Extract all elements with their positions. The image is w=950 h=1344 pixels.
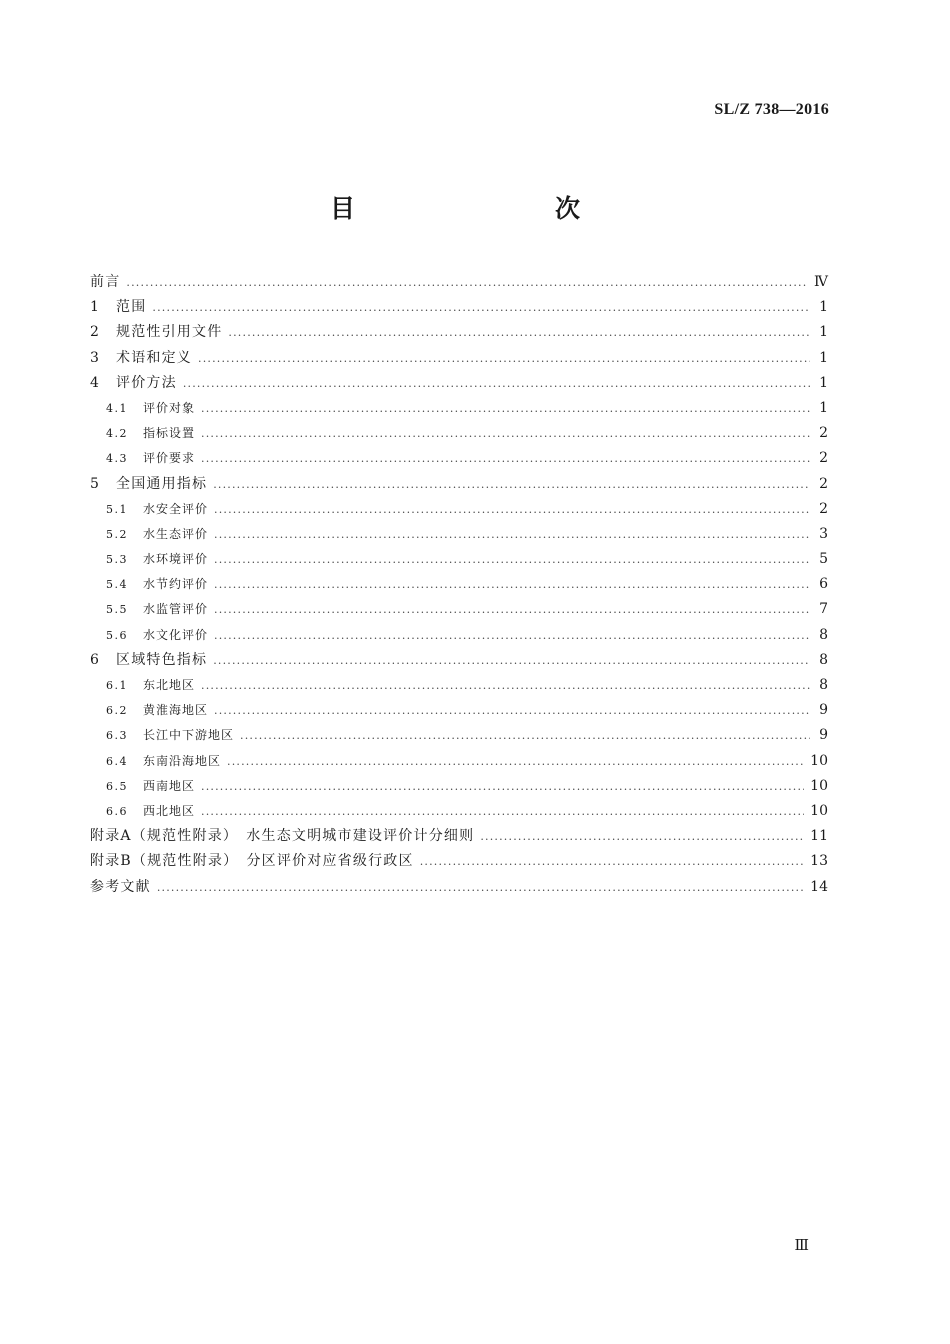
toc-entry-page: 9 [819,727,828,744]
toc-entry-title: 全国通用指标 [116,475,208,492]
toc-entry-page: 1 [819,324,828,341]
toc-entry-title: 指标设置 [143,426,196,441]
toc-entry-page: 3 [819,525,828,542]
toc-entry-number: 1 [90,299,101,316]
page-title: 目 次 [329,194,630,223]
dot-leader [126,270,808,295]
toc-entry-title: 长江中下游地区 [143,728,235,743]
toc-entry-number: 6.4 [106,754,128,768]
toc-entry-title: 附录A（规范性附录） 水生态文明城市建设评价计分细则 [90,828,475,845]
dot-leader [201,673,810,698]
toc-entry-page: 14 [810,878,828,895]
toc-entry-page: 11 [810,828,828,845]
toc-entry-number: 4.1 [106,401,128,415]
dot-leader [183,371,810,396]
toc-entry[interactable] [90,774,828,799]
toc-entry-number: 5.1 [106,502,128,516]
toc-entry[interactable] [90,572,828,597]
toc-entry-title: 西南地区 [143,778,196,793]
toc-entry-number: 2 [90,324,101,341]
toc-entry-page: 8 [819,626,828,643]
toc-entry[interactable] [90,749,828,774]
toc-entry-page: 2 [819,475,828,492]
toc-entry-title: 东北地区 [143,678,196,692]
toc-entry[interactable] [90,421,828,446]
toc-entry-title: 评价对象 [143,400,196,415]
toc-entry-number: 6.3 [106,729,128,743]
toc-entry-number: 6.1 [106,679,128,692]
toc-entry[interactable] [90,698,828,723]
toc-entry-page: 1 [819,349,828,366]
toc-entry-title: 术语和定义 [116,349,192,366]
toc-entry-page: 2 [819,425,828,442]
toc-entry-page: 13 [810,853,828,870]
toc-entry-title: 水环境评价 [143,552,209,567]
toc-entry-number: 5.4 [106,578,128,592]
dot-leader [201,446,810,471]
dot-leader [214,698,810,723]
toc-entry-title: 参考文献 [90,878,151,895]
toc-entry-number: 5.3 [106,553,128,567]
toc-entry[interactable] [90,723,828,748]
dot-leader [480,824,804,849]
dot-leader [213,472,810,497]
dot-leader [152,295,810,320]
toc-entry-page: 10 [810,752,828,769]
dot-leader [201,799,804,824]
toc-entry-number: 5.2 [106,527,128,541]
dot-leader [213,648,810,673]
toc-entry-page: 1 [819,374,828,391]
toc-entry[interactable] [90,597,828,622]
toc-entry[interactable] [90,472,828,497]
toc-entry-title: 水节约评价 [143,577,209,592]
toc-entry-title: 西北地区 [143,803,196,818]
dot-leader [240,723,810,748]
toc-entry-title: 规范性引用文件 [116,324,223,341]
dot-leader [157,875,804,900]
standard-code: SL/Z 738—2016 [714,101,829,118]
page-number: Ⅲ [794,1236,809,1254]
dot-leader [214,497,810,522]
toc-entry-page: 9 [819,702,828,719]
toc-entry[interactable] [90,673,828,698]
toc-entry-number: 6 [90,651,101,668]
toc-entry[interactable] [90,446,828,471]
toc-entry-number: 5 [90,475,101,492]
toc-entry-number: 6.2 [106,704,128,718]
toc-entry-number: 5.5 [106,603,128,617]
toc-entry-page: Ⅳ [814,274,828,290]
dot-leader [214,623,810,648]
dot-leader [227,749,804,774]
toc-entry[interactable] [90,270,828,295]
toc-entry[interactable] [90,547,828,572]
toc-entry[interactable] [90,623,828,648]
toc-entry-page: 6 [819,576,828,593]
toc-entry[interactable] [90,497,828,522]
toc-entry-title: 评价要求 [143,451,196,466]
dot-leader [214,547,810,572]
toc-entry-title: 水文化评价 [143,627,209,642]
table-of-contents [90,270,828,900]
toc-entry-page: 5 [819,551,828,568]
toc-entry-title: 评价方法 [116,374,177,391]
toc-entry[interactable] [90,346,828,371]
dot-leader [201,396,810,421]
toc-entry-number: 5.6 [106,628,128,642]
toc-entry[interactable] [90,849,828,874]
dot-leader [201,421,810,446]
toc-entry-page: 8 [819,677,828,693]
toc-entry-title: 附录B（规范性附录） 分区评价对应省级行政区 [90,853,414,870]
toc-entry-title: 区域特色指标 [116,651,208,668]
toc-entry-page: 1 [819,299,828,316]
toc-entry-number: 6.6 [106,804,128,818]
toc-entry-number: 3 [90,349,101,366]
toc-entry[interactable] [90,875,828,900]
toc-entry-page: 1 [819,399,828,416]
dot-leader [214,597,810,622]
dot-leader [198,346,810,371]
dot-leader [214,522,810,547]
toc-entry-title: 水安全评价 [143,501,209,516]
toc-entry-page: 10 [810,802,828,819]
dot-leader [214,572,810,597]
dot-leader [228,320,810,345]
toc-entry[interactable] [90,522,828,547]
toc-entry-number: 4.2 [106,427,128,441]
toc-entry[interactable] [90,396,828,421]
toc-entry[interactable] [90,824,828,849]
dot-leader [420,849,804,874]
toc-entry-page: 2 [819,500,828,517]
toc-entry-title: 范围 [116,299,147,316]
toc-entry[interactable] [90,320,828,345]
dot-leader [201,774,804,799]
toc-entry-title: 东南沿海地区 [143,753,222,768]
toc-entry[interactable] [90,648,828,673]
toc-entry-title: 水生态评价 [143,526,209,541]
toc-entry-page: 2 [819,450,828,467]
toc-entry-title: 前言 [90,274,121,290]
toc-entry-number: 4.3 [106,452,128,466]
toc-entry[interactable] [90,799,828,824]
toc-entry-number: 4 [90,374,101,391]
toc-entry-number: 6.5 [106,779,128,793]
toc-entry-title: 黄淮海地区 [143,703,209,718]
toc-entry-page: 7 [819,601,828,618]
toc-entry-page: 10 [810,777,828,794]
toc-entry[interactable] [90,371,828,396]
toc-entry-page: 8 [819,651,828,668]
toc-entry-title: 水监管评价 [143,602,209,617]
toc-entry[interactable] [90,295,828,320]
